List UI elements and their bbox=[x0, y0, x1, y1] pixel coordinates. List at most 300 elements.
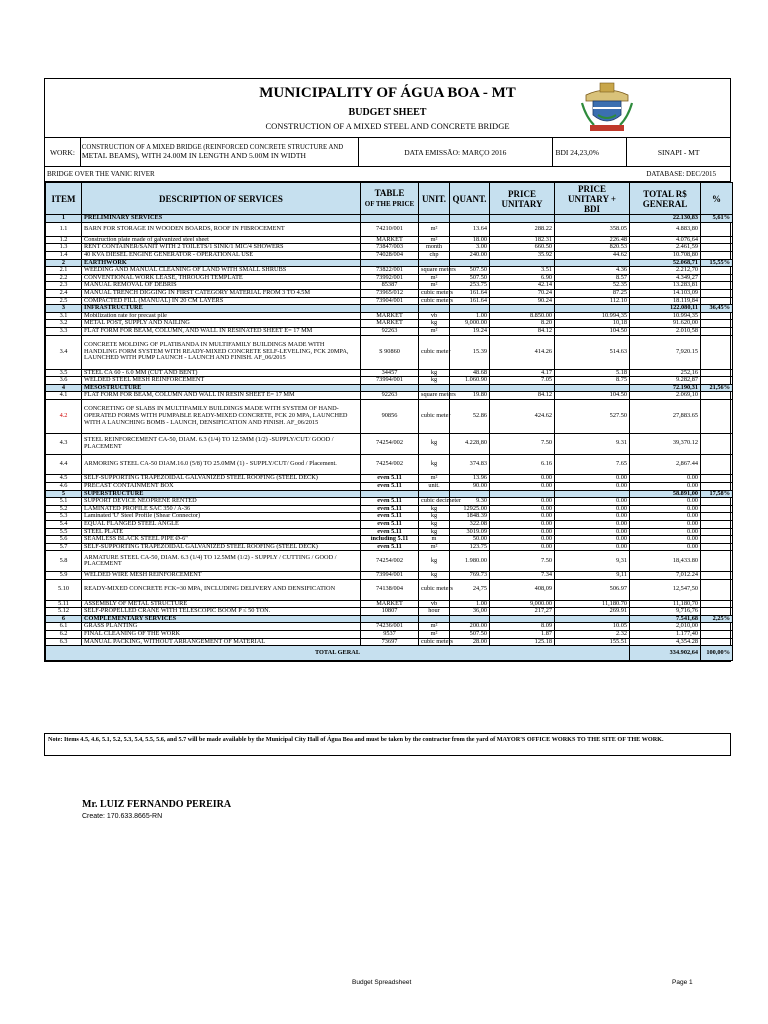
cell-description: CONCRETE MOLDING OF PLATIBANDA IN MULTIFAMILY BUILDINGS MADE WITH HANDLING FORM SYSTEM WITH READY-MIXED CONCRETE SELF-LEVELING, FCK 20MPA, LAUNCHED WITH PUMP LAUNCH - LAUNCH AND FINISH. AF_06/2015 bbox=[82, 335, 361, 369]
cell-price: 7.50 bbox=[490, 433, 555, 454]
cell-price-bdi: 506.97 bbox=[555, 579, 630, 600]
table-row bbox=[46, 638, 733, 646]
col-description: DESCRIPTION OF SERVICES bbox=[82, 183, 361, 215]
cell-total: 7,012.24 bbox=[630, 572, 701, 580]
cell-price: 6.90 bbox=[490, 274, 555, 282]
work-label: WORK: bbox=[45, 138, 81, 166]
cell-quant: 507.50 bbox=[450, 274, 490, 282]
cell-description: SELF-SUPPORTING TRAPEZOIDAL GALVANIZED STEEL ROOFING (STEEL DECK) bbox=[82, 475, 361, 483]
cell-total: 2,867.44 bbox=[630, 454, 701, 475]
cell-price-bdi: 226.48 bbox=[555, 236, 630, 244]
cell-table: S 90860 bbox=[361, 335, 419, 369]
cell-pct bbox=[701, 630, 733, 638]
cell-description: ARMORING STEEL CA-50 DIAM.16.0 (5/8) TO 25.0MM (1) - SUPPLY/CUT/ Good / Placement. bbox=[82, 454, 361, 475]
cell-item: 3.4 bbox=[46, 335, 82, 369]
cell-price-bdi: 9.31 bbox=[555, 433, 630, 454]
cell-quant: 1848.39 bbox=[450, 513, 490, 521]
cell-description: ASSEMBLY OF METAL STRUCTURE bbox=[82, 600, 361, 608]
cell-pct bbox=[701, 498, 733, 506]
cell-quant: 12925.00 bbox=[450, 505, 490, 513]
cell-total: 4.349,27 bbox=[630, 274, 701, 282]
cell-description: STEEL REINFORCEMENT CA-50, DIAM. 6.3 (1/4) TO 12.5MM (1/2) -SUPPLY/CUT/ GOOD / PLACEMENT bbox=[82, 433, 361, 454]
cell-price-bdi: 8.75 bbox=[555, 377, 630, 385]
cell-pct bbox=[701, 521, 733, 529]
cell-price-bdi: 5.18 bbox=[555, 369, 630, 377]
cell-table: even 5.11 bbox=[361, 498, 419, 506]
cell-total: 18.119,84 bbox=[630, 297, 701, 305]
cell-description: METAL POST, SUPPLY AND NAILING bbox=[82, 320, 361, 328]
cell-description: FINAL CLEANING OF THE WORK bbox=[82, 630, 361, 638]
col-total: TOTAL R$ GENERAL bbox=[630, 183, 701, 215]
cell-table: even 5.11 bbox=[361, 483, 419, 491]
cell-table: 85387 bbox=[361, 282, 419, 290]
cell-unit: kg bbox=[419, 377, 450, 385]
cell-total: 0.00 bbox=[630, 528, 701, 536]
cell-table: 74138/004 bbox=[361, 579, 419, 600]
cell-item: 5.11 bbox=[46, 600, 82, 608]
cell-table: 73992/001 bbox=[361, 274, 419, 282]
cell-quant: 507.50 bbox=[450, 267, 490, 275]
cell-total: 13.283,81 bbox=[630, 282, 701, 290]
sinapi-ref: SINAPI - MT bbox=[657, 147, 700, 157]
cell-unit: hour bbox=[419, 608, 450, 616]
cell-pct bbox=[701, 289, 733, 297]
cell-price: 42.14 bbox=[490, 282, 555, 290]
cell-price-bdi: 0.00 bbox=[555, 536, 630, 544]
cell-table: MARKET bbox=[361, 236, 419, 244]
cell-price: 35.92 bbox=[490, 251, 555, 259]
cell-quant: 50.00 bbox=[450, 536, 490, 544]
cell-pct: 36,45% bbox=[701, 305, 733, 313]
cell-pct bbox=[701, 528, 733, 536]
cell-price: 7.50 bbox=[490, 551, 555, 572]
cell-price: 70.24 bbox=[490, 289, 555, 297]
cell-table: 73822/001 bbox=[361, 267, 419, 275]
cell-total: 52.068,71 bbox=[630, 259, 701, 267]
section-row bbox=[46, 215, 733, 223]
cell-pct bbox=[701, 638, 733, 646]
cell-unit: kg bbox=[419, 505, 450, 513]
cell-item: 5.6 bbox=[46, 536, 82, 544]
cell-pct: 2,25% bbox=[701, 615, 733, 623]
cell-description: RENT CONTAINER/SANIT WITH 2 TOILETS/1 SINK/1 MIC/4 SHOWERS bbox=[82, 244, 361, 252]
cell-total: 9.282,87 bbox=[630, 377, 701, 385]
cell-pct bbox=[701, 536, 733, 544]
cell-unit: cubic meters bbox=[419, 579, 450, 600]
cell-total: 18,433.80 bbox=[630, 551, 701, 572]
cell-price: 0.00 bbox=[490, 528, 555, 536]
cell-price: 0.00 bbox=[490, 505, 555, 513]
cell-item: 6.1 bbox=[46, 623, 82, 631]
cell-item: 6.3 bbox=[46, 638, 82, 646]
cell-item: 5.3 bbox=[46, 513, 82, 521]
cell-total: 0.00 bbox=[630, 498, 701, 506]
cell-description: Mobilization rate for precast pile bbox=[82, 312, 361, 320]
cell-quant: 1.00 bbox=[450, 600, 490, 608]
cell-table: even 5.11 bbox=[361, 528, 419, 536]
signature-name: Mr. LUIZ FERNANDO PEREIRA bbox=[82, 799, 232, 810]
cell-item: 4.5 bbox=[46, 475, 82, 483]
cell-item: 3.3 bbox=[46, 327, 82, 335]
table-header-row bbox=[46, 183, 733, 215]
cell-total: 0.00 bbox=[630, 521, 701, 529]
cell-price-bdi: 4.36 bbox=[555, 267, 630, 275]
cell-quant: 4.228,80 bbox=[450, 433, 490, 454]
cell-price-bdi: 10.994,35 bbox=[555, 312, 630, 320]
cell-quant: 507.50 bbox=[450, 630, 490, 638]
cell-pct bbox=[701, 579, 733, 600]
cell-quant: 9,000.00 bbox=[450, 320, 490, 328]
cell-price-bdi: 0.00 bbox=[555, 528, 630, 536]
cell-pct bbox=[701, 222, 733, 236]
cell-unit: m bbox=[419, 536, 450, 544]
cell-table: 90856 bbox=[361, 399, 419, 433]
cell-total: 9,716,76 bbox=[630, 608, 701, 616]
cell-price: 288.22 bbox=[490, 222, 555, 236]
total-label: TOTAL GERAL bbox=[46, 646, 630, 661]
cell-quant: 9.30 bbox=[450, 498, 490, 506]
cell-price-bdi: 2.32 bbox=[555, 630, 630, 638]
cell-price bbox=[490, 215, 555, 223]
cell-item: 6 bbox=[46, 615, 82, 623]
cell-description: BARN FOR STORAGE IN WOODEN BOARDS, ROOF IN FIBROCEMENT bbox=[82, 222, 361, 236]
cell-pct bbox=[701, 454, 733, 475]
cell-table: 74236/001 bbox=[361, 623, 419, 631]
cell-table: 10807 bbox=[361, 608, 419, 616]
table-row bbox=[46, 251, 733, 259]
bridge-row bbox=[45, 167, 730, 182]
cell-table: even 5.11 bbox=[361, 505, 419, 513]
cell-quant: 13.64 bbox=[450, 222, 490, 236]
cell-description: FLAT FORM FOR BEAM, COLUMN AND WALL IN RESIN SHEET E= 17 MM bbox=[82, 392, 361, 400]
cell-price-bdi: 0.00 bbox=[555, 505, 630, 513]
cell-unit: cubic meters bbox=[419, 297, 450, 305]
cell-pct bbox=[701, 244, 733, 252]
total-row bbox=[46, 646, 733, 661]
cell-table bbox=[361, 215, 419, 223]
cell-total: 10.994,35 bbox=[630, 312, 701, 320]
cell-unit: kg bbox=[419, 521, 450, 529]
cell-description: Laminated 'U' Steel Profile (Shear Connector) bbox=[82, 513, 361, 521]
cell-quant: 374.83 bbox=[450, 454, 490, 475]
cell-description: GRASS PLANTING bbox=[82, 623, 361, 631]
cell-unit: kg bbox=[419, 320, 450, 328]
cell-table: 92263 bbox=[361, 327, 419, 335]
cell-table: MARKET bbox=[361, 600, 419, 608]
cell-table: MARKET bbox=[361, 312, 419, 320]
cell-pct bbox=[701, 475, 733, 483]
cell-unit: m² bbox=[419, 327, 450, 335]
cell-quant: 24,75 bbox=[450, 579, 490, 600]
bridge-name: BRIDGE OVER THE VANIC RIVER bbox=[47, 170, 155, 178]
cell-pct: 17,58% bbox=[701, 490, 733, 498]
cell-item: 2 bbox=[46, 259, 82, 267]
col-pct: % bbox=[701, 183, 733, 215]
cell-price-bdi: 8.57 bbox=[555, 274, 630, 282]
cell-unit: kg bbox=[419, 528, 450, 536]
cell-unit: unit. bbox=[419, 483, 450, 491]
work-description bbox=[81, 138, 359, 166]
cell-item: 6.2 bbox=[46, 630, 82, 638]
total-pct: 100,00% bbox=[701, 646, 733, 661]
cell-item: 5.8 bbox=[46, 551, 82, 572]
cell-unit: m² bbox=[419, 282, 450, 290]
cell-price: 0.00 bbox=[490, 498, 555, 506]
cell-unit: m² bbox=[419, 543, 450, 551]
cell-description: STEEL CA 60 - 6.0 MM (CUT AND BENT) bbox=[82, 369, 361, 377]
cell-item: 4.1 bbox=[46, 392, 82, 400]
cell-total: 252,16 bbox=[630, 369, 701, 377]
cell-total: 1.177,40 bbox=[630, 630, 701, 638]
cell-price: 0.00 bbox=[490, 513, 555, 521]
cell-table: 73994/001 bbox=[361, 377, 419, 385]
cell-table: 34457 bbox=[361, 369, 419, 377]
cell-unit: m² bbox=[419, 222, 450, 236]
cell-quant: 48.68 bbox=[450, 369, 490, 377]
table-row bbox=[46, 377, 733, 385]
cell-item: 5.10 bbox=[46, 579, 82, 600]
table-row bbox=[46, 222, 733, 236]
cell-total: 91.620,00 bbox=[630, 320, 701, 328]
cell-price: 84.12 bbox=[490, 392, 555, 400]
cell-item: 5.1 bbox=[46, 498, 82, 506]
cell-table: 92263 bbox=[361, 392, 419, 400]
cell-table: 74254/002 bbox=[361, 551, 419, 572]
cell-quant: 161.64 bbox=[450, 289, 490, 297]
cell-price: 0.00 bbox=[490, 543, 555, 551]
cell-pct bbox=[701, 327, 733, 335]
cell-description: COMPACTED FILL (MANUAL) IN 20 CM LAYERS bbox=[82, 297, 361, 305]
cell-unit: m² bbox=[419, 274, 450, 282]
cell-unit: kg bbox=[419, 369, 450, 377]
cell-price-bdi: 9,11 bbox=[555, 572, 630, 580]
cell-table: 73904/001 bbox=[361, 297, 419, 305]
cell-total: 2.069,10 bbox=[630, 392, 701, 400]
cell-unit: m² bbox=[419, 236, 450, 244]
cell-price-bdi: 820.53 bbox=[555, 244, 630, 252]
cell-description: SEAMLESS BLACK STEEL PIPE Ø-6" bbox=[82, 536, 361, 544]
cell-total: 4.883,80 bbox=[630, 222, 701, 236]
cell-pct bbox=[701, 572, 733, 580]
cell-price: 0.00 bbox=[490, 475, 555, 483]
cell-price-bdi: 10.05 bbox=[555, 623, 630, 631]
cell-item: 2.5 bbox=[46, 297, 82, 305]
cell-total: 11,180,70 bbox=[630, 600, 701, 608]
cell-unit: cubic meter bbox=[419, 399, 450, 433]
cell-quant: 13.96 bbox=[450, 475, 490, 483]
cell-quant: 19.80 bbox=[450, 392, 490, 400]
cell-total: 0.00 bbox=[630, 483, 701, 491]
cell-item: 5.4 bbox=[46, 521, 82, 529]
cell-table: even 5.11 bbox=[361, 513, 419, 521]
cell-price: 8.09 bbox=[490, 623, 555, 631]
cell-quant: 15.39 bbox=[450, 335, 490, 369]
table-row bbox=[46, 630, 733, 638]
cell-table: 74254/002 bbox=[361, 433, 419, 454]
cell-price-bdi: 358.05 bbox=[555, 222, 630, 236]
table-row bbox=[46, 297, 733, 305]
cell-pct bbox=[701, 399, 733, 433]
cell-table: MARKET bbox=[361, 320, 419, 328]
cell-pct bbox=[701, 543, 733, 551]
table-row bbox=[46, 521, 733, 529]
cell-description: MESOSTRUCTURE bbox=[82, 384, 361, 392]
cell-unit: vb bbox=[419, 312, 450, 320]
cell-unit: m² bbox=[419, 623, 450, 631]
database-ref: DATABASE: DEC/2015 bbox=[646, 170, 716, 178]
cell-quant: 322.08 bbox=[450, 521, 490, 529]
col-quant: QUANT. bbox=[450, 183, 490, 215]
cell-unit: kg bbox=[419, 513, 450, 521]
cell-price: 0.00 bbox=[490, 483, 555, 491]
cell-total: 7.541,68 bbox=[630, 615, 701, 623]
cell-item: 4.4 bbox=[46, 454, 82, 475]
signature-id: Create: 170.633.8665-RN bbox=[82, 813, 163, 820]
cell-price: 217,27 bbox=[490, 608, 555, 616]
cell-unit: cubic meters bbox=[419, 289, 450, 297]
cell-table: 73965/012 bbox=[361, 289, 419, 297]
cell-quant: 18.00 bbox=[450, 236, 490, 244]
cell-price: 424.62 bbox=[490, 399, 555, 433]
cell-pct bbox=[701, 282, 733, 290]
cell-pct bbox=[701, 433, 733, 454]
cell-total: 2.010,58 bbox=[630, 327, 701, 335]
cell-price-bdi: 0.00 bbox=[555, 483, 630, 491]
cell-item: 1.4 bbox=[46, 251, 82, 259]
cell-quant bbox=[450, 215, 490, 223]
cell-price: 9,000.00 bbox=[490, 600, 555, 608]
cell-price: 660.50 bbox=[490, 244, 555, 252]
cell-total: 0.00 bbox=[630, 543, 701, 551]
cell-item: 4.2 bbox=[46, 399, 82, 433]
col-price: PRICE UNITARY bbox=[490, 183, 555, 215]
cell-price-bdi: 10,18 bbox=[555, 320, 630, 328]
cell-description: COMPLEMENTARY SERVICES bbox=[82, 615, 361, 623]
cell-quant: 200.00 bbox=[450, 623, 490, 631]
cell-description: MANUAL PACKING, WITHOUT ARRANGEMENT OF MATERIAL bbox=[82, 638, 361, 646]
cell-pct: 5,61% bbox=[701, 215, 733, 223]
cell-table: even 5.11 bbox=[361, 475, 419, 483]
cell-price-bdi: 514.63 bbox=[555, 335, 630, 369]
cell-price: 0.00 bbox=[490, 521, 555, 529]
table-row bbox=[46, 327, 733, 335]
cell-total: 27,883.65 bbox=[630, 399, 701, 433]
cell-unit: square meters bbox=[419, 267, 450, 275]
page-title: MUNICIPALITY OF ÁGUA BOA - MT bbox=[259, 85, 516, 101]
cell-total: 4.076,64 bbox=[630, 236, 701, 244]
page-subtitle: BUDGET SHEET bbox=[348, 107, 427, 118]
cell-price: 1.87 bbox=[490, 630, 555, 638]
cell-price-bdi: 155.51 bbox=[555, 638, 630, 646]
cell-item: 3.2 bbox=[46, 320, 82, 328]
cell-unit: cubic meter bbox=[419, 335, 450, 369]
cell-quant: 123.75 bbox=[450, 543, 490, 551]
cell-pct bbox=[701, 505, 733, 513]
cell-pct bbox=[701, 274, 733, 282]
cell-pct bbox=[701, 369, 733, 377]
cell-description: SELF-PROPELLED CRANE WITH TELESCOPIC BOOM P ≤ 50 TON. bbox=[82, 608, 361, 616]
cell-price-bdi: 269.91 bbox=[555, 608, 630, 616]
footer-title: Budget Spreadsheet bbox=[352, 979, 412, 986]
table-row bbox=[46, 335, 733, 369]
cell-description: Construction plate made of galvanized steel sheet bbox=[82, 236, 361, 244]
cell-pct bbox=[701, 335, 733, 369]
cell-total: 4,354.28 bbox=[630, 638, 701, 646]
budget-sheet bbox=[44, 78, 731, 662]
cell-item: 5.2 bbox=[46, 505, 82, 513]
table-row bbox=[46, 399, 733, 433]
note-box: Note: Items 4.5, 4.6, 5.1, 5.2, 5.3, 5.4, 5.5, 5.6, and 5.7 will be made available by the Municipal City Hall of Água Boa and must be taken by the contractor from the yard of MAYOR'S OFFICE WORKS TO THE SITE OF THE WORK. bbox=[44, 733, 731, 756]
cell-price: 3.51 bbox=[490, 267, 555, 275]
cell-description: READY-MIXED CONCRETE FCK=30 MPA, INCLUDING DELIVERY AND DENSIFICATION bbox=[82, 579, 361, 600]
cell-quant: 28.00 bbox=[450, 638, 490, 646]
cell-price: 0.00 bbox=[490, 536, 555, 544]
cell-description: PRELIMINARY SERVICES bbox=[82, 215, 361, 223]
cell-pct bbox=[701, 623, 733, 631]
cell-price: 125.18 bbox=[490, 638, 555, 646]
cell-pct bbox=[701, 236, 733, 244]
cell-price-bdi: 52.35 bbox=[555, 282, 630, 290]
cell-pct bbox=[701, 251, 733, 259]
cell-unit: vb bbox=[419, 600, 450, 608]
cell-quant: 36,00 bbox=[450, 608, 490, 616]
cell-item: 1.1 bbox=[46, 222, 82, 236]
cell-price: 414.26 bbox=[490, 335, 555, 369]
work-description-line-2: METAL BEAMS), WITH 24.00M IN LENGTH AND 5.00M IN WIDTH bbox=[81, 151, 306, 160]
cell-unit: cubic decimeter bbox=[419, 498, 450, 506]
cell-item: 2.4 bbox=[46, 289, 82, 297]
cell-unit: kg bbox=[419, 454, 450, 475]
cell-item: 1.3 bbox=[46, 244, 82, 252]
cell-total: 72.190,31 bbox=[630, 384, 701, 392]
cell-quant: 161.64 bbox=[450, 297, 490, 305]
cell-pct bbox=[701, 312, 733, 320]
cell-description: EQUAL FLANGED STEEL ANGLE bbox=[82, 521, 361, 529]
cell-item: 4.3 bbox=[46, 433, 82, 454]
cell-unit: kg bbox=[419, 433, 450, 454]
cell-price-bdi: 112.10 bbox=[555, 297, 630, 305]
cell-table: 9537 bbox=[361, 630, 419, 638]
cell-price-bdi bbox=[555, 215, 630, 223]
cell-item: 4 bbox=[46, 384, 82, 392]
cell-total: 7,920.15 bbox=[630, 335, 701, 369]
cell-pct bbox=[701, 320, 733, 328]
work-description-line-1: CONSTRUCTION OF A MIXED BRIDGE (REINFORCED CONCRETE STRUCTURE AND bbox=[81, 144, 344, 151]
cell-price-bdi: 87.25 bbox=[555, 289, 630, 297]
cell-total: 122.080,11 bbox=[630, 305, 701, 313]
bdi-rate: BDI 24,23,0% bbox=[553, 138, 628, 166]
cell-total: 0.00 bbox=[630, 505, 701, 513]
cell-price-bdi: 527.50 bbox=[555, 399, 630, 433]
cell-quant: 1.060.90 bbox=[450, 377, 490, 385]
cell-description: STEEL PLATE bbox=[82, 528, 361, 536]
table-row bbox=[46, 551, 733, 572]
cell-quant: 90.00 bbox=[450, 483, 490, 491]
col-unit: UNIT. bbox=[419, 183, 450, 215]
cell-price: 7.34 bbox=[490, 572, 555, 580]
cell-description: FLAT FORM FOR BEAM, COLUMN, AND WALL IN RESINATED SHEET E= 17 MM bbox=[82, 327, 361, 335]
cell-unit: chp bbox=[419, 251, 450, 259]
table-row bbox=[46, 579, 733, 600]
cell-total: 0.00 bbox=[630, 475, 701, 483]
cell-price: 84.12 bbox=[490, 327, 555, 335]
sheet-header bbox=[45, 79, 730, 138]
cell-price: 8.20 bbox=[490, 320, 555, 328]
cell-item: 5.5 bbox=[46, 528, 82, 536]
table-row bbox=[46, 543, 733, 551]
cell-item: 1.2 bbox=[46, 236, 82, 244]
table-row bbox=[46, 433, 733, 454]
